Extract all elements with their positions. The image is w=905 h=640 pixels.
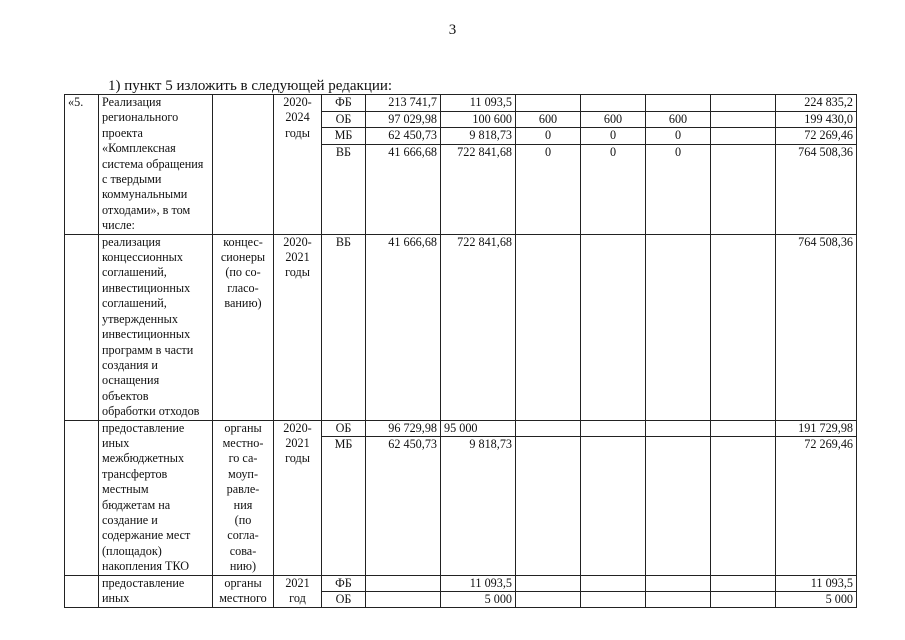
value-cell: 95 000 xyxy=(441,420,516,437)
funding-source: ФБ xyxy=(322,95,366,112)
funding-source: МБ xyxy=(322,128,366,145)
value-cell: 722 841,68 xyxy=(441,145,516,235)
item-executor xyxy=(213,95,274,235)
value-cell: 0 xyxy=(646,128,711,145)
value-cell xyxy=(646,234,711,420)
sub3-name: предоставление иных xyxy=(99,575,213,608)
table-row xyxy=(65,575,857,591)
value-cell xyxy=(711,437,776,575)
value-cell xyxy=(516,95,581,112)
value-cell: 11 093,5 xyxy=(441,95,516,112)
table-row xyxy=(65,95,857,112)
table-row xyxy=(65,420,857,437)
total-cell: 72 269,46 xyxy=(776,128,857,145)
value-cell xyxy=(646,592,711,608)
value-cell xyxy=(711,575,776,591)
item-name: Реализация регионального проекта «Комплексная система обращения с твердыми коммунальными отходами», в том числе: xyxy=(99,95,213,235)
value-cell: 213 741,7 xyxy=(366,95,441,112)
total-cell: 764 508,36 xyxy=(776,145,857,235)
item-number: «5. xyxy=(65,95,99,235)
value-cell xyxy=(366,592,441,608)
sub3-period: 2021 год xyxy=(274,575,322,608)
value-cell xyxy=(711,145,776,235)
value-cell: 0 xyxy=(516,145,581,235)
funding-source: ОБ xyxy=(322,420,366,437)
value-cell xyxy=(711,234,776,420)
sub1-executor: концес- сионеры (по со- гласо- ванию) xyxy=(213,234,274,420)
value-cell xyxy=(581,95,646,112)
value-cell: 0 xyxy=(581,128,646,145)
value-cell xyxy=(516,420,581,437)
value-cell xyxy=(516,437,581,575)
value-cell xyxy=(581,420,646,437)
value-cell: 600 xyxy=(581,111,646,128)
total-cell: 11 093,5 xyxy=(776,575,857,591)
value-cell: 96 729,98 xyxy=(366,420,441,437)
value-cell: 600 xyxy=(646,111,711,128)
value-cell xyxy=(711,111,776,128)
value-cell xyxy=(581,592,646,608)
page-number: 3 xyxy=(448,22,457,38)
sub1-number xyxy=(65,234,99,420)
value-cell xyxy=(646,95,711,112)
value-cell: 0 xyxy=(646,145,711,235)
value-cell: 9 818,73 xyxy=(441,128,516,145)
item-period: 2020- 2024 годы xyxy=(274,95,322,235)
value-cell: 9 818,73 xyxy=(441,437,516,575)
sub2-period: 2020- 2021 годы xyxy=(274,420,322,575)
table-row xyxy=(65,234,857,420)
value-cell: 100 600 xyxy=(441,111,516,128)
value-cell xyxy=(516,592,581,608)
value-cell: 97 029,98 xyxy=(366,111,441,128)
funding-source: ОБ xyxy=(322,111,366,128)
value-cell xyxy=(366,575,441,591)
value-cell: 722 841,68 xyxy=(441,234,516,420)
value-cell: 11 093,5 xyxy=(441,575,516,591)
total-cell: 5 000 xyxy=(776,592,857,608)
funding-source: ФБ xyxy=(322,575,366,591)
value-cell xyxy=(516,575,581,591)
value-cell xyxy=(581,575,646,591)
sub1-period: 2020- 2021 годы xyxy=(274,234,322,420)
value-cell xyxy=(581,234,646,420)
value-cell: 62 450,73 xyxy=(366,128,441,145)
sub2-name: предоставление иных межбюджетных трансфертов местным бюджетам на создание и содержание мест (площадок) накопления ТКО xyxy=(99,420,213,575)
total-cell: 72 269,46 xyxy=(776,437,857,575)
sub1-name: реализация концессионных соглашений, инвестиционных соглашений, утвержденных инвестиционных программ в части создания и оснащения объектов обработки отходов xyxy=(99,234,213,420)
value-cell: 5 000 xyxy=(441,592,516,608)
sub2-number xyxy=(65,420,99,575)
funding-source: ВБ xyxy=(322,145,366,235)
sub3-executor: органы местного xyxy=(213,575,274,608)
funding-source: ВБ xyxy=(322,234,366,420)
value-cell xyxy=(711,592,776,608)
sub3-number xyxy=(65,575,99,608)
funding-source: ОБ xyxy=(322,592,366,608)
total-cell: 224 835,2 xyxy=(776,95,857,112)
total-cell: 764 508,36 xyxy=(776,234,857,420)
total-cell: 199 430,0 xyxy=(776,111,857,128)
value-cell xyxy=(646,437,711,575)
value-cell xyxy=(581,437,646,575)
sub2-executor: органы местно- го са- моуп- равле- ния (по согла- сова- нию) xyxy=(213,420,274,575)
value-cell: 62 450,73 xyxy=(366,437,441,575)
value-cell xyxy=(711,95,776,112)
program-table xyxy=(64,94,857,608)
value-cell xyxy=(646,575,711,591)
value-cell xyxy=(646,420,711,437)
value-cell: 0 xyxy=(581,145,646,235)
value-cell: 41 666,68 xyxy=(366,234,441,420)
intro-text: 1) пункт 5 изложить в следующей редакции: xyxy=(108,78,393,94)
total-cell: 191 729,98 xyxy=(776,420,857,437)
funding-source: МБ xyxy=(322,437,366,575)
value-cell xyxy=(711,420,776,437)
value-cell: 600 xyxy=(516,111,581,128)
value-cell: 0 xyxy=(516,128,581,145)
value-cell: 41 666,68 xyxy=(366,145,441,235)
value-cell xyxy=(516,234,581,420)
value-cell xyxy=(711,128,776,145)
